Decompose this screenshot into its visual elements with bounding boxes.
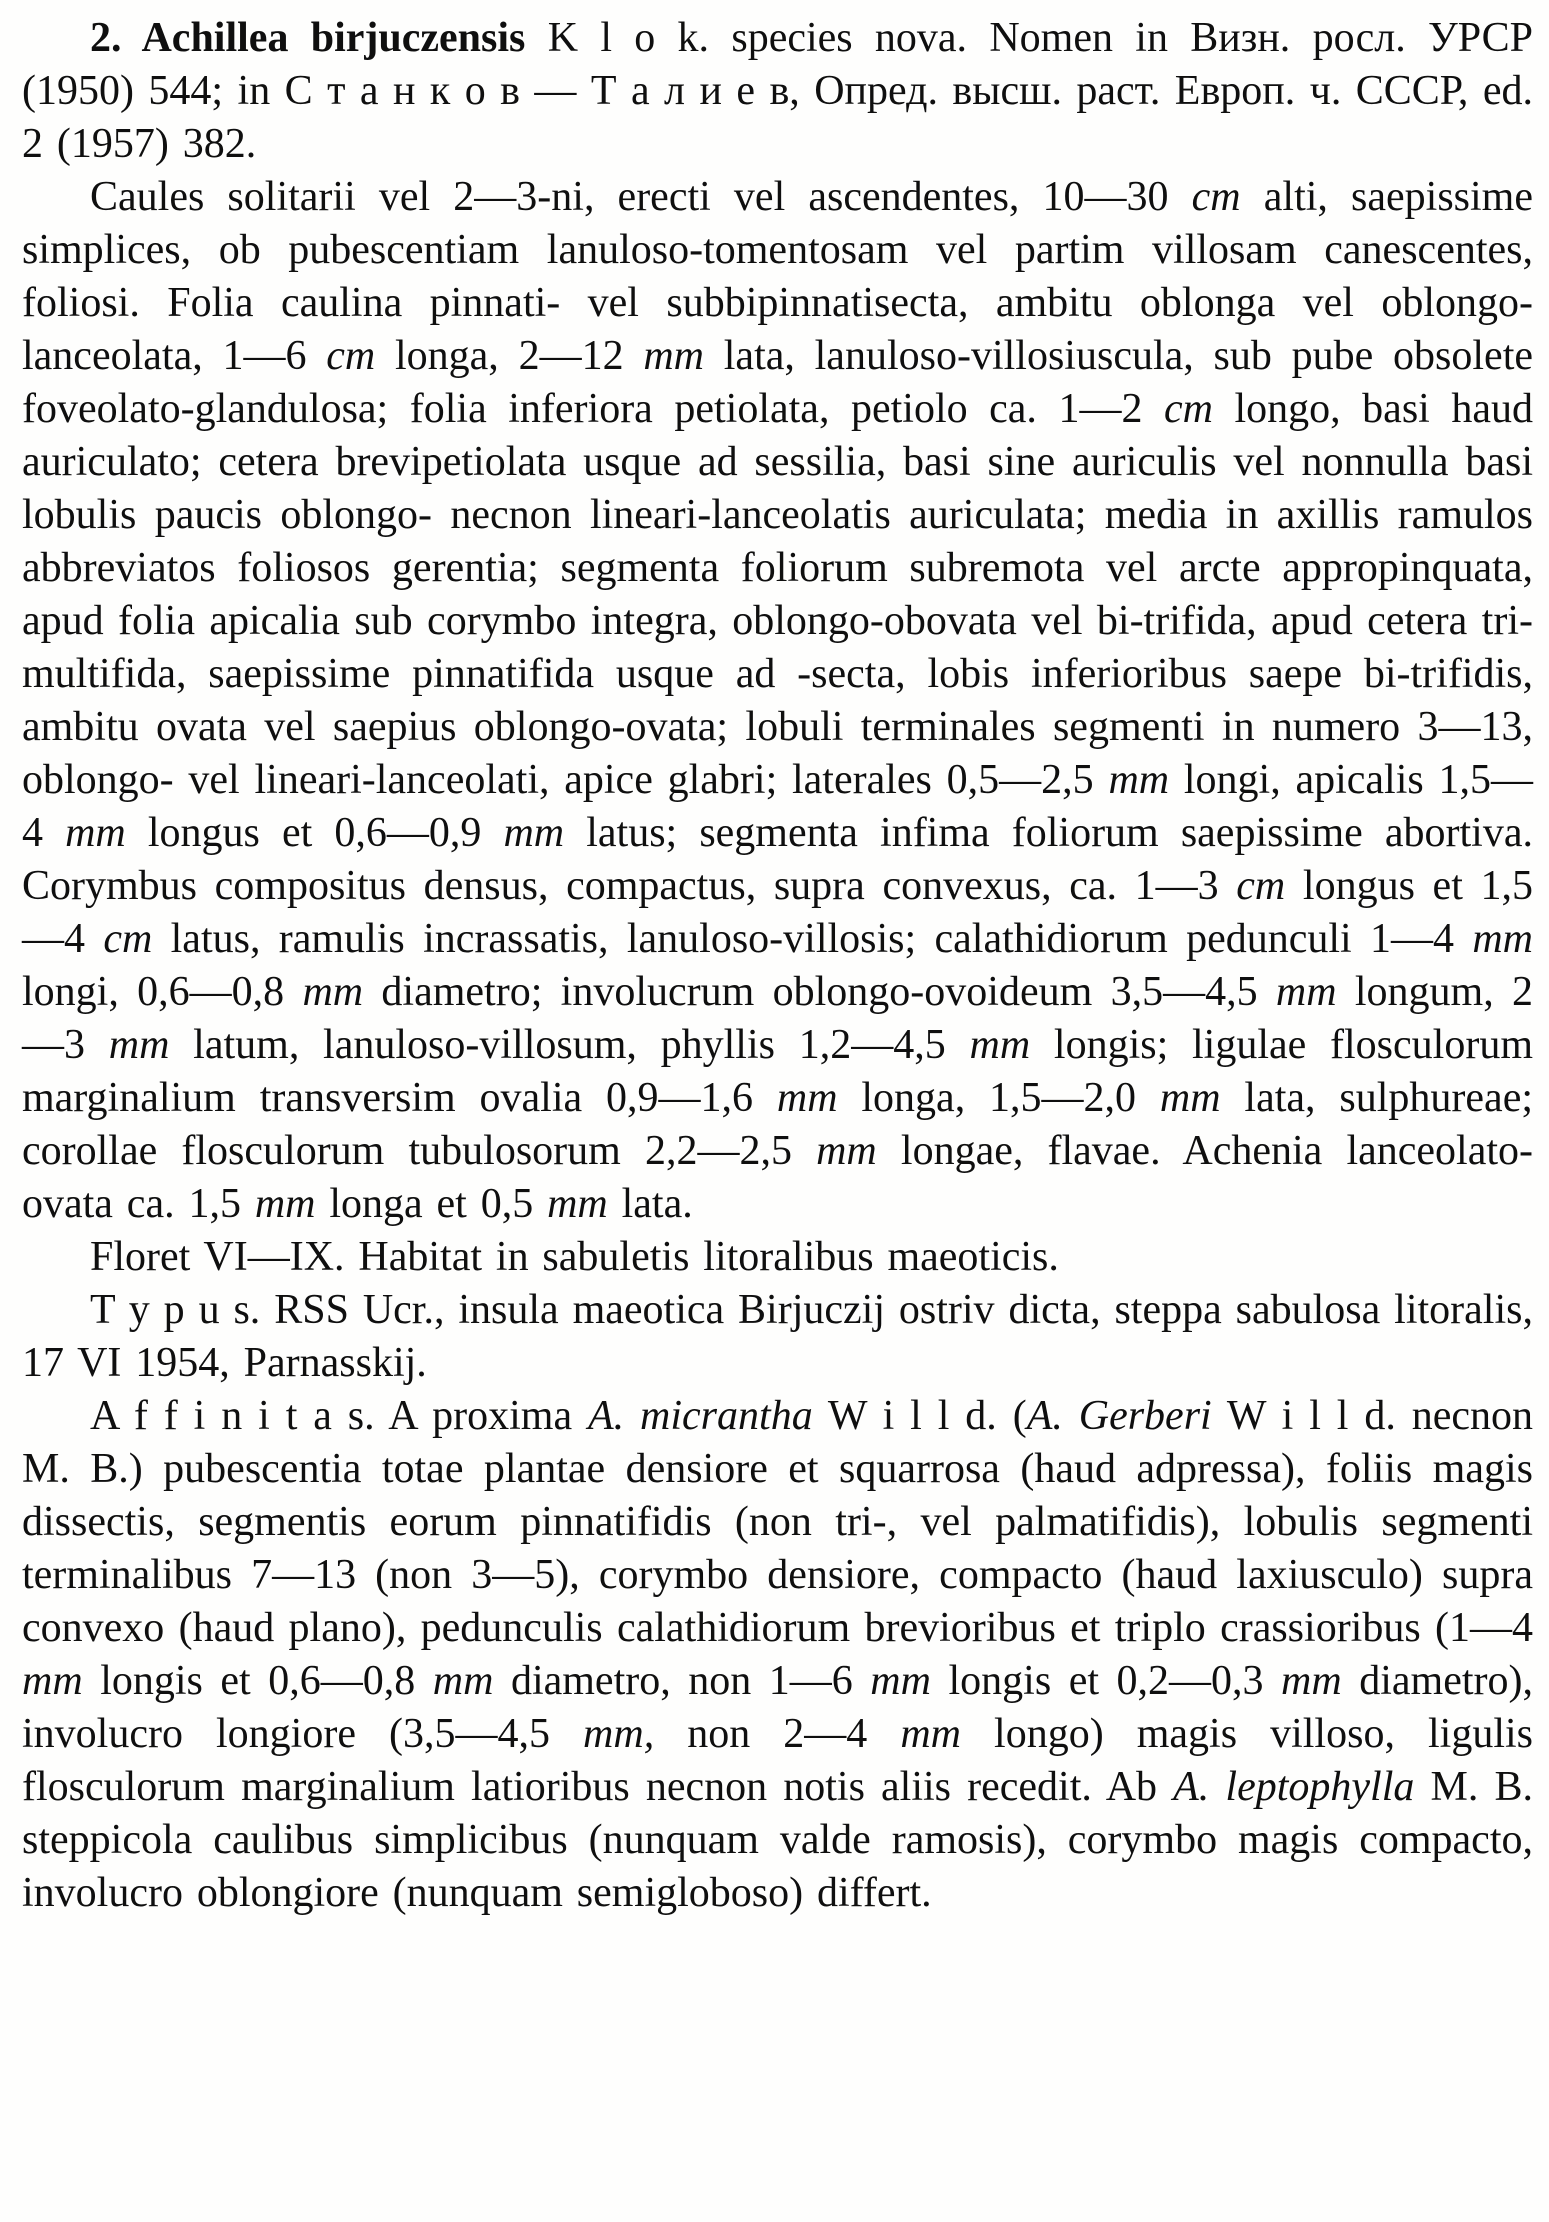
- species-heading-paragraph: [22, 12, 1533, 171]
- text-run: mm: [503, 810, 565, 856]
- text-run: cm: [1163, 386, 1213, 432]
- text-run: longa, 2—12: [375, 333, 644, 379]
- text-run: lata.: [607, 1181, 693, 1227]
- text-run: longo) magis villoso, ligulis flosculorum marginalium latioribus necnon notis aliis recedit. Ab: [22, 1711, 1533, 1810]
- text-run: A. Gerberi: [1026, 1393, 1212, 1439]
- text-run: mm: [1275, 969, 1337, 1015]
- text-run: mm: [900, 1711, 961, 1757]
- text-run: mm: [1472, 916, 1533, 962]
- text-run: Floret VI—IX. Habitat in sabuletis litoralibus maeoticis.: [90, 1234, 1059, 1280]
- text-run: longae, flavae. Achenia lanceolato-ovata ca. 1,5: [22, 1128, 1533, 1227]
- text-run: mm: [816, 1128, 877, 1174]
- affinitas-paragraph: [22, 1390, 1533, 1920]
- text-run: mm: [65, 810, 126, 856]
- text-run: M. B. steppicola caulibus simplicibus (nunquam valde ramosis), corymbo magis compacto, involucro oblongiore (nunquam semigloboso) differt.: [22, 1764, 1533, 1916]
- text-run: longo, basi haud auriculato; cetera brevipetiolata usque ad sessilia, basi sine auriculis vel nonnulla basi lobulis paucis oblongo- necnon lineari-lanceolatis auriculata; media in axillis ramulos abbreviatos foliosos gerentia; segmenta foliorum subremota vel arcte appropinquata, apud folia apicalia sub corymbo integra, oblongo-obovata vel bi-trifida, apud cetera tri-multifida, saepissime pinnatifida usque ad -secta, lobis inferioribus saepe bi-trifidis, ambitu ovata vel saepius oblongo-ovata; lobuli terminales segmenti in numero 3—13, oblongo- vel lineari-lanceolati, apice glabri; laterales 0,5—2,5: [22, 386, 1534, 803]
- text-run: diametro, non 1—6: [493, 1658, 871, 1704]
- text-run: longa, 1,5—2,0: [837, 1075, 1160, 1121]
- text-run: mm: [22, 1658, 83, 1704]
- text-run: longis et 0,6—0,8: [82, 1658, 433, 1704]
- text-run: mm: [870, 1658, 931, 1704]
- text-run: mm: [1108, 757, 1170, 803]
- phenology-habitat-paragraph: [22, 1231, 1533, 1284]
- text-run: diametro), involucro longiore (3,5—4,5: [22, 1658, 1534, 1757]
- text-run: cm: [326, 333, 376, 379]
- text-run: W i l l d. necnon M. B.) pubescentia totae plantae densiore et squarrosa (haud adpressa), foliis magis dissectis, segmentis eorum pinnatifidis (non tri-, vel palmatifidis), lobulis segmenti terminalibus 7—13 (non 3—5), corymbo densiore, compacto (haud laxiusculo) supra convexo (haud plano), pedunculis calathidiorum brevioribus et triplo crassioribus (1—4: [22, 1393, 1533, 1651]
- text-run: latum, lanuloso-villosum, phyllis 1,2—4,5: [169, 1022, 970, 1068]
- text-run: cm: [103, 916, 153, 962]
- text-run: W i l l d. (: [812, 1393, 1027, 1439]
- text-run: non 2—4: [654, 1711, 901, 1757]
- text-run: mm: [547, 1181, 608, 1227]
- text-run: latus, ramulis incrassatis, lanuloso-villosis; calathidiorum pedunculi 1—4: [152, 916, 1473, 962]
- text-run: longus et 1,5—4: [22, 863, 1534, 962]
- text-run: mm: [969, 1022, 1031, 1068]
- text-run: latus; segmenta infima foliorum saepissime abortiva. Corymbus compositus densus, compactus, supra convexus, ca. 1—3: [22, 810, 1533, 909]
- text-run: A f f i n i t a s. A proxima: [90, 1393, 588, 1439]
- text-run: lata, sulphureae; corollae flosculorum tubulosorum 2,2—2,5: [22, 1075, 1534, 1174]
- text-run: mm: [254, 1181, 316, 1227]
- text-run: longi, apicalis 1,5—4: [22, 757, 1534, 856]
- text-run: mm: [432, 1658, 494, 1704]
- text-run: longis et 0,2—0,3: [930, 1658, 1282, 1704]
- text-run: cm: [1191, 174, 1241, 220]
- text-run: mm: [302, 969, 364, 1015]
- text-run: Caules solitarii vel 2—3-ni, erecti vel ascendentes, 10—30: [90, 174, 1192, 220]
- text-run: A. micrantha: [587, 1393, 813, 1439]
- text-run: diametro; involucrum oblongo-ovoideum 3,5—4,5: [363, 969, 1276, 1015]
- text-run: mm,: [583, 1711, 655, 1757]
- text-run: 2. Achillea birjuczensis: [90, 15, 526, 61]
- text-run: longa et 0,5: [315, 1181, 548, 1227]
- latin-description-paragraph: [22, 171, 1533, 1231]
- text-run: K l o k. species nova. Nomen in Визн. росл. УРСР (1950) 544; in С т а н к о в — Т а л и е в, Опред. высш. раст. Европ. ч. СССР, ed. 2 (1957) 382.: [22, 15, 1533, 167]
- text-run: mm: [1281, 1658, 1342, 1704]
- text-run: cm: [1236, 863, 1286, 909]
- text-run: longi, 0,6—0,8: [22, 969, 303, 1015]
- text-run: lata, lanuloso-villosiuscula, sub pube obsolete foveolato-glandulosa; folia inferiora petiolata, petiolo ca. 1—2: [22, 333, 1534, 432]
- text-run: A. leptophylla: [1173, 1764, 1415, 1810]
- text-run: mm: [643, 333, 704, 379]
- typus-paragraph: [22, 1284, 1533, 1390]
- text-run: T y p u s. RSS Ucr., insula maeotica Birjuczij ostriv dicta, steppa sabulosa litoralis, 17 VI 1954, Parnasskij.: [22, 1287, 1533, 1386]
- text-run: mm: [776, 1075, 838, 1121]
- text-run: longum, 2—3: [22, 969, 1533, 1068]
- text-run: longus et 0,6—0,9: [125, 810, 504, 856]
- text-run: mm: [1159, 1075, 1221, 1121]
- text-run: alti, saepissime simplices, ob pubescentiam lanuloso-tomentosam vel partim villosam canescentes, foliosi. Folia caulina pinnati- vel subbipinnatisecta, ambitu oblonga vel oblongo-lanceolata, 1—6: [22, 174, 1533, 379]
- text-run: longis; ligulae flosculorum marginalium transversim ovalia 0,9—1,6: [22, 1022, 1533, 1121]
- text-run: mm: [108, 1022, 170, 1068]
